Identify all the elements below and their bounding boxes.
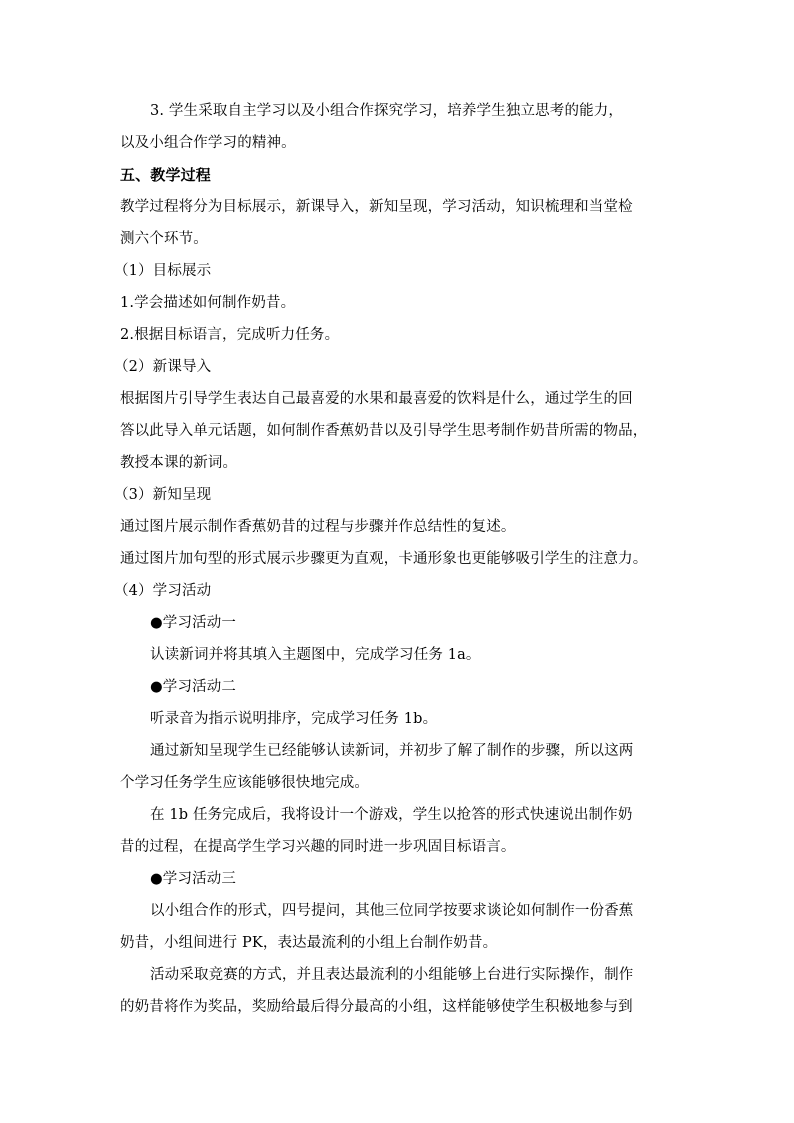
activity-2-para-2-line-2: 昔的过程，在提高学生学习兴趣的同时进一步巩固目标语言。 — [120, 839, 516, 855]
activity-2-para-2-line-1: 在 1b 任务完成后，我将设计一个游戏，学生以抢答的形式快速说出制作奶 — [150, 807, 633, 823]
intro-paragraph-line-3: 教授本课的新词。 — [120, 455, 238, 471]
activity-2-para-1-line-1: 通过新知呈现学生已经能够认读新词，并初步了解了制作的步骤，所以这两 — [150, 743, 634, 759]
subheading-new-knowledge: （3）新知呈现 — [114, 487, 212, 503]
subheading-new-lesson-intro: （2）新课导入 — [114, 359, 212, 375]
activity-1-heading: ●学习活动一 — [150, 615, 237, 631]
activity-2-text: 听录音为指示说明排序，完成学习任务 1b。 — [150, 711, 438, 727]
intro-paragraph-line-2: 答以此导入单元话题，如何制作香蕉奶昔以及引导学生思考制作奶昔所需的物品， — [120, 423, 648, 439]
subheading-learning-activities: （4）学习活动 — [114, 583, 212, 599]
activity-3-para-2-line-2: 的奶昔将作为奖品，奖励给最后得分最高的小组，这样能够使学生积极地参与到 — [120, 999, 633, 1015]
activity-3-para-1-line-1: 以小组合作的形式，四号提问，其他三位同学按要求谈论如何制作一份香蕉 — [150, 903, 634, 919]
activity-3-para-1-line-2: 奶昔，小组间进行 PK，表达最流利的小组上台制作奶昔。 — [120, 935, 498, 951]
subheading-goal-display: （1）目标展示 — [114, 263, 212, 279]
activity-1-text: 认读新词并将其填入主题图中，完成学习任务 1a。 — [150, 647, 481, 663]
process-intro-line-2: 测六个环节。 — [120, 231, 208, 247]
activity-2-para-1-line-2: 个学习任务学生应该能够很快地完成。 — [120, 775, 370, 791]
knowledge-line-2: 通过图片加句型的形式展示步骤更为直观，卡通形象也更能够吸引学生的注意力。 — [120, 551, 648, 567]
activity-3-heading: ●学习活动三 — [150, 871, 237, 887]
activity-2-heading: ●学习活动二 — [150, 679, 237, 695]
knowledge-line-1: 通过图片展示制作香蕉奶昔的过程与步骤并作总结性的复述。 — [120, 519, 516, 535]
objective-3-line-2: 以及小组合作学习的精神。 — [120, 135, 296, 151]
objective-3-line-1: 3. 学生采取自主学习以及小组合作探究学习，培养学生独立思考的能力， — [150, 103, 624, 119]
intro-paragraph-line-1: 根据图片引导学生表达自己最喜爱的水果和最喜爱的饮料是什么，通过学生的回 — [120, 391, 633, 407]
activity-3-para-2-line-1: 活动采取竞赛的方式，并且表达最流利的小组能够上台进行实际操作，制作 — [150, 967, 634, 983]
goal-item-1: 1.学会描述如何制作奶昔。 — [120, 295, 296, 311]
process-intro-line-1: 教学过程将分为目标展示，新课导入，新知呈现，学习活动，知识梳理和当堂检 — [120, 199, 633, 215]
section-heading-teaching-process: 五、教学过程 — [120, 166, 211, 184]
goal-item-2: 2.根据目标语言，完成听力任务。 — [120, 327, 340, 343]
